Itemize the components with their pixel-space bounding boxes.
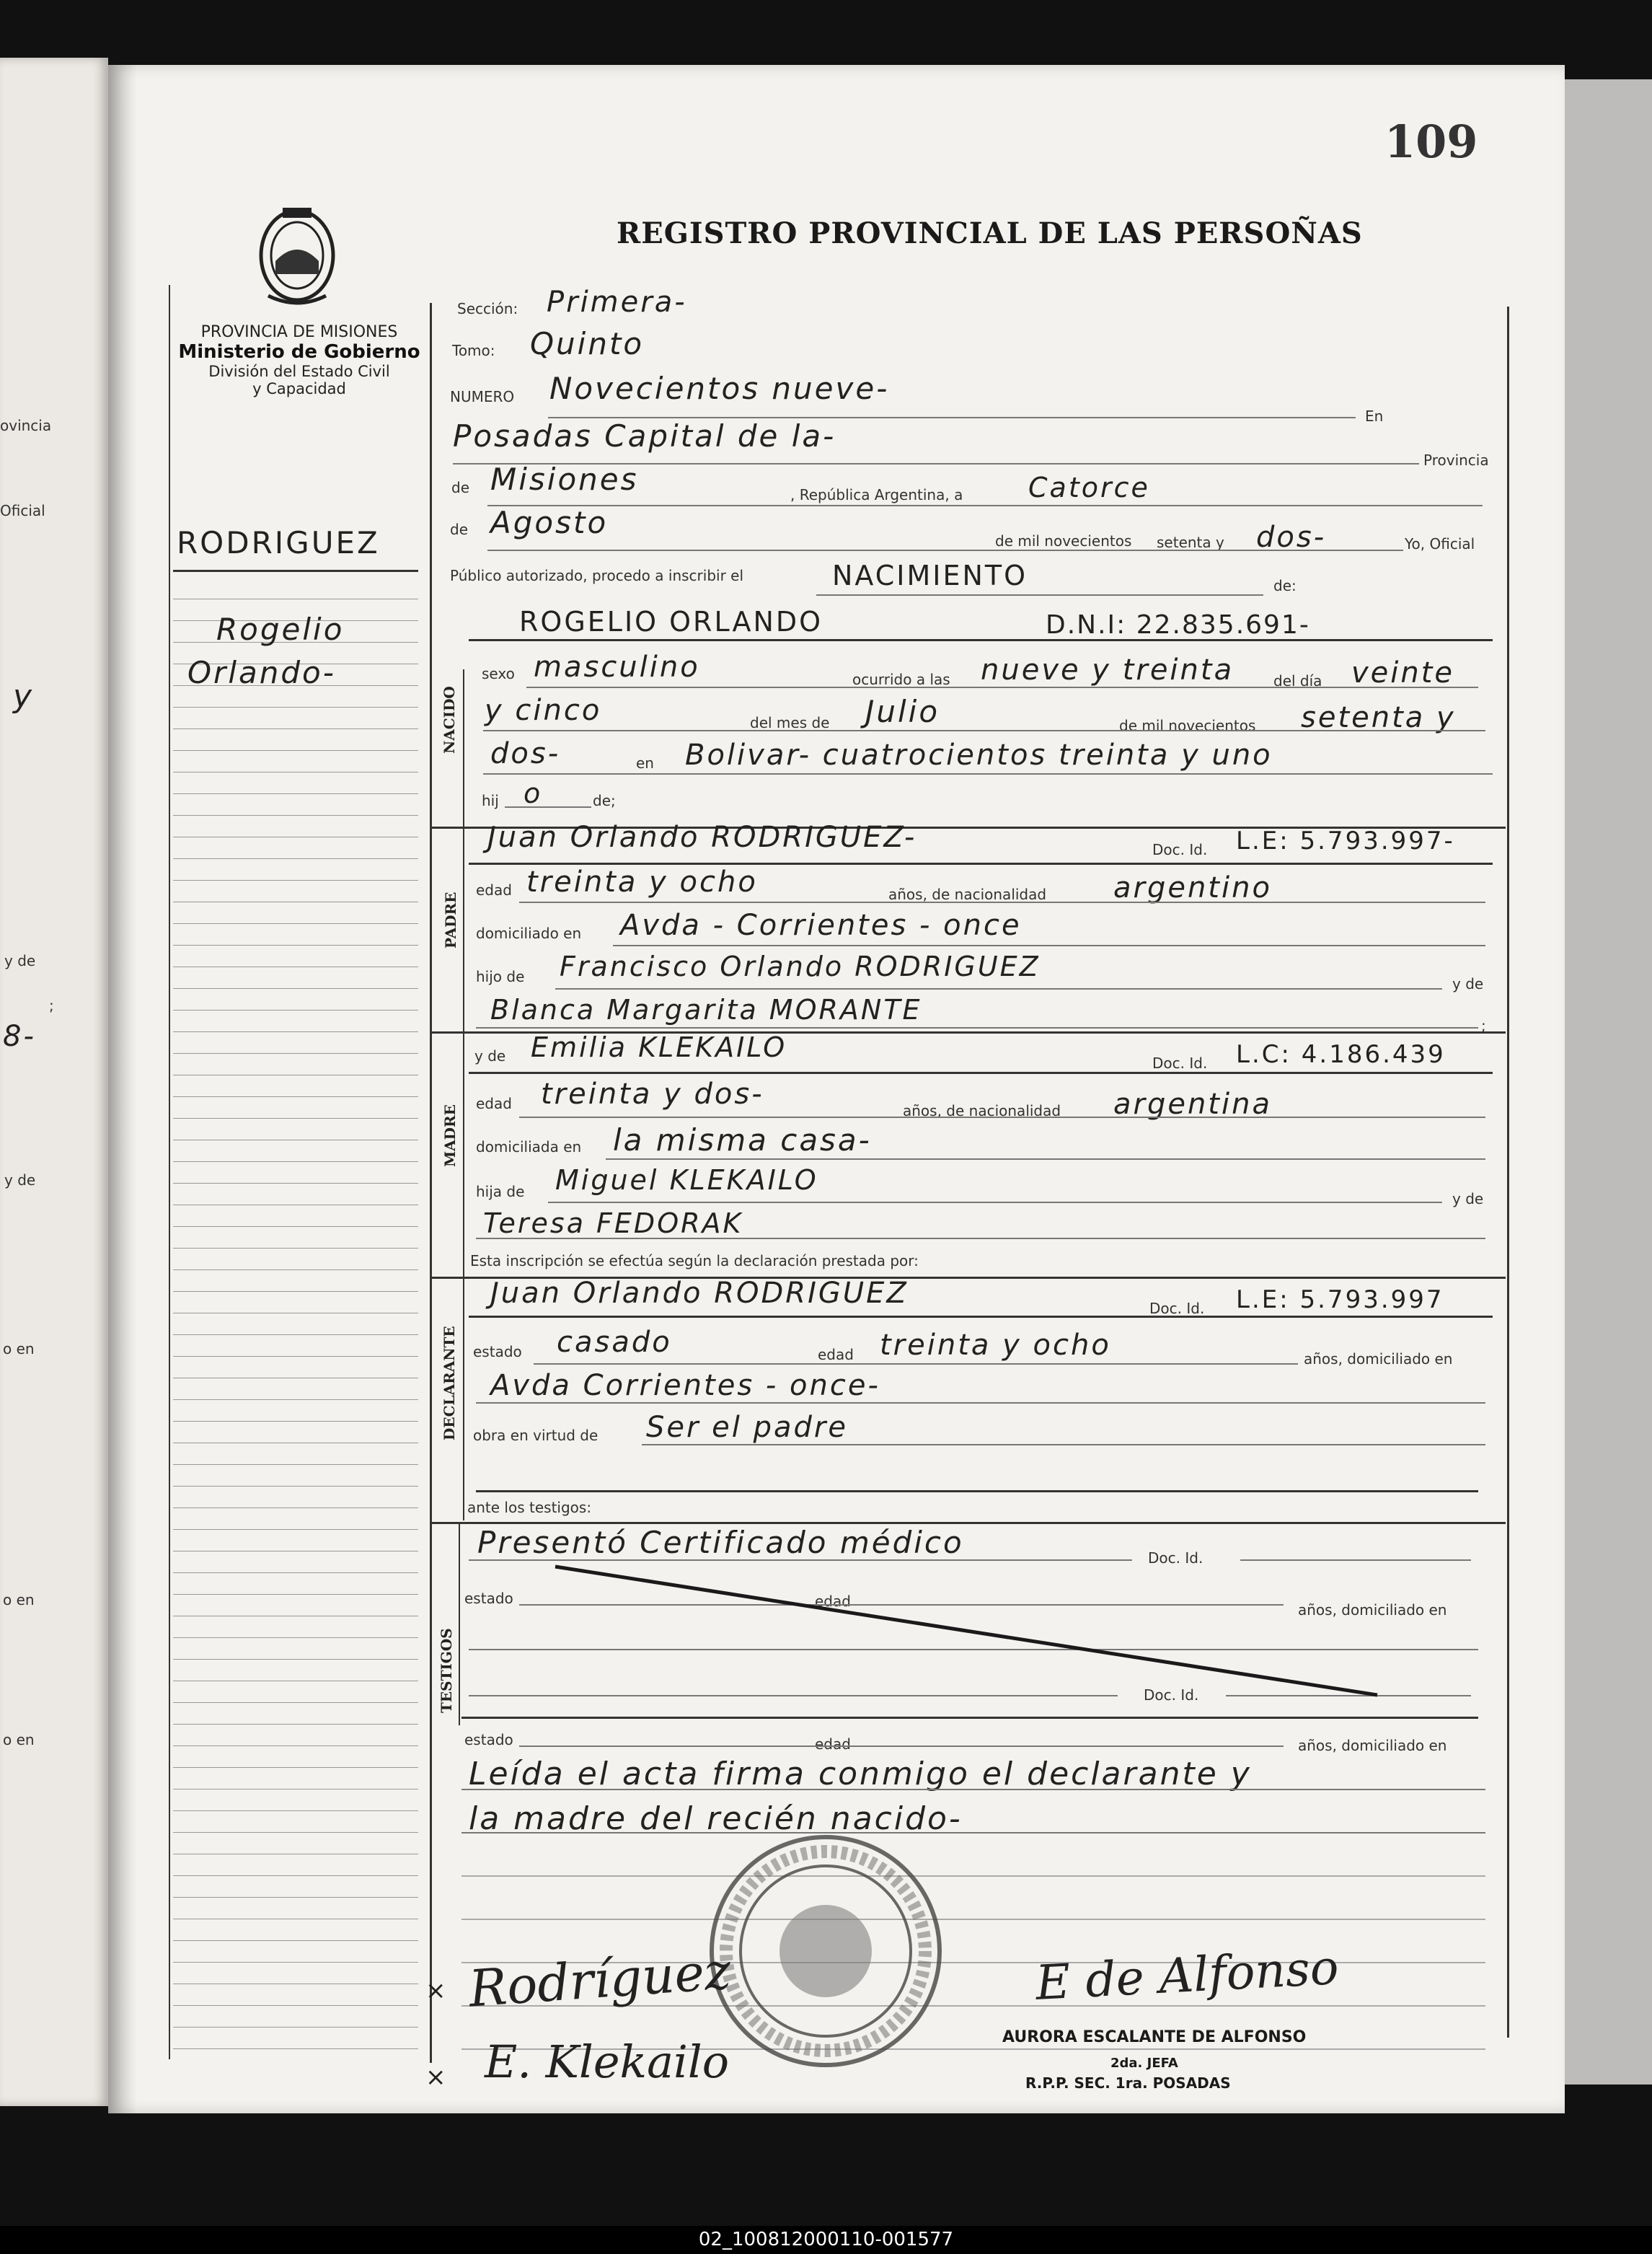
declarante-anos-label: años, domiciliado en xyxy=(1304,1350,1453,1368)
margin-rule xyxy=(173,1832,418,1833)
domicilio-line xyxy=(483,773,1493,775)
domicilio-nac-value: Bolivar- cuatrocientos treinta y uno xyxy=(685,739,1273,772)
spine-shadow xyxy=(108,65,137,2113)
de-mil-label: de mil novecientos xyxy=(995,532,1132,550)
declarante-estado-value: casado xyxy=(557,1326,672,1359)
blank-rule xyxy=(461,1919,1485,1920)
margin-rule xyxy=(173,815,418,816)
declarante-estado-label: estado xyxy=(473,1343,522,1360)
testigo1-edad-label: edad xyxy=(815,1593,851,1610)
madre-anos-label: años, de nacionalidad xyxy=(903,1102,1061,1119)
hora-value: nueve y treinta xyxy=(981,653,1234,687)
tab-nacido: NACIDO xyxy=(441,686,458,754)
left-fragment: y de xyxy=(4,952,36,969)
oficial-nombre: AURORA ESCALANTE DE ALFONSO xyxy=(1002,2028,1307,2046)
testigo2-estado-label: estado xyxy=(464,1731,513,1748)
ministry-name: Ministerio de Gobierno xyxy=(178,341,420,363)
tab-madre: MADRE xyxy=(441,1104,459,1167)
padre-semicolon: ; xyxy=(1481,1017,1486,1034)
mes-value: Agosto xyxy=(490,505,609,540)
acto-line xyxy=(816,594,1263,596)
lugar-value: Posadas Capital de la- xyxy=(453,418,836,454)
margin-rule xyxy=(173,988,418,989)
dia-nac-value-2: y cinco xyxy=(485,694,602,727)
madre-domicilio-value: la misma casa- xyxy=(613,1122,872,1158)
declarante-doc-label: Doc. Id. xyxy=(1149,1300,1205,1317)
en-label: En xyxy=(1365,408,1384,425)
hij-line xyxy=(505,806,591,808)
left-fragment: 8- xyxy=(3,1020,36,1053)
ocurrido-label: ocurrido a las xyxy=(852,671,950,688)
signature-mark-2: × xyxy=(425,2063,446,2092)
margin-rule xyxy=(173,1226,418,1227)
cierre-line-2 xyxy=(461,1832,1485,1833)
de-hij-label: de; xyxy=(593,792,616,809)
margin-rule xyxy=(173,1594,418,1595)
declarante-domicilio-value: Avda Corrientes - once- xyxy=(490,1369,880,1402)
tab-declarante: DECLARANTE xyxy=(441,1326,458,1440)
declarante-end-line xyxy=(476,1490,1478,1492)
numero-label: NUMERO xyxy=(450,388,515,405)
dia-value: Catorce xyxy=(1028,472,1150,503)
testigo2-divider xyxy=(461,1717,1478,1719)
signature-2: E. Klekailo xyxy=(485,2035,730,2088)
signature-mark-1: × xyxy=(425,1976,446,2005)
page-number: 109 xyxy=(1384,115,1478,168)
declarante-nombre: Juan Orlando RODRIGUEZ xyxy=(490,1277,909,1310)
nacido-nombre: ROGELIO ORLANDO xyxy=(519,606,823,638)
testigo1-doc-label: Doc. Id. xyxy=(1148,1549,1203,1567)
yo-oficial-label: Yo, Oficial xyxy=(1405,535,1475,553)
image-id-footer: 02_100812000110-001577 xyxy=(698,2229,954,2250)
de-mes-label: de xyxy=(450,521,468,538)
del-mes-label: del mes de xyxy=(750,714,830,731)
left-fragment: ; xyxy=(49,997,54,1014)
margin-rule xyxy=(173,1529,418,1530)
surname-underline xyxy=(173,570,418,572)
provincia-value: Misiones xyxy=(490,462,639,497)
publico-label: Público autorizado, procedo a inscribir el xyxy=(450,567,744,584)
padre-domicilio-line xyxy=(613,945,1485,946)
margin-rule xyxy=(173,1118,418,1119)
margin-divider xyxy=(430,303,432,2063)
division-name-2: y Capacidad xyxy=(252,380,346,397)
seccion-label: Sección: xyxy=(457,300,518,317)
left-fragment: y de xyxy=(4,1171,36,1189)
dia-nac-value: veinte xyxy=(1351,656,1455,690)
mes-nac-value: Julio xyxy=(865,694,940,729)
declarante-edad-value: treinta y ocho xyxy=(880,1329,1111,1362)
madre-edad-label: edad xyxy=(476,1095,512,1112)
margin-rule xyxy=(173,1183,418,1184)
declarante-doc-value: L.E: 5.793.997 xyxy=(1236,1285,1444,1314)
obra-line xyxy=(642,1444,1485,1445)
padre-nombre: Juan Orlando RODRIGUEZ- xyxy=(487,821,917,854)
margin-rule xyxy=(173,1572,418,1573)
numero-value: Novecientos nueve- xyxy=(549,371,890,406)
padre-yde-label: y de xyxy=(1452,975,1484,992)
margin-rule xyxy=(173,1724,418,1725)
margin-rule xyxy=(173,945,418,946)
de-label: de xyxy=(451,479,469,496)
anio-value: dos- xyxy=(1256,521,1327,554)
inscripcion-label: Esta inscripción se efectúa según la declaración prestada por: xyxy=(470,1252,919,1269)
margin-rule xyxy=(173,1507,418,1508)
right-border xyxy=(1507,307,1509,2038)
mes-line xyxy=(487,550,1403,551)
madre-madre-value: Teresa FEDORAK xyxy=(483,1207,743,1239)
madre-edad-value: treinta y dos- xyxy=(541,1078,764,1111)
margin-given-name-1: Rogelio xyxy=(216,612,345,647)
madre-nac-value: argentina xyxy=(1113,1088,1272,1121)
padre-nac-value: argentino xyxy=(1113,871,1272,904)
margin-rule xyxy=(173,1421,418,1422)
anio-nac-value-2: dos- xyxy=(490,737,561,770)
margin-rule xyxy=(173,1767,418,1768)
margin-rule xyxy=(173,793,418,794)
declarante-edad-label: edad xyxy=(818,1346,854,1363)
margin-rule xyxy=(173,728,418,729)
margin-rule xyxy=(173,1031,418,1032)
left-fragment: ovincia xyxy=(0,417,52,434)
left-fragment: o en xyxy=(3,1731,35,1748)
declarante-domicilio-line xyxy=(476,1402,1485,1404)
anio-nac-value: setenta y xyxy=(1301,701,1456,734)
de-colon-label: de: xyxy=(1273,577,1297,594)
declarante-virtud-value: Ser el padre xyxy=(646,1411,848,1444)
en-domicilio-label: en xyxy=(636,754,654,772)
tomo-value: Quinto xyxy=(530,326,645,361)
padre-nombre-line xyxy=(469,863,1493,865)
cierre-linea-1: Leída el acta firma conmigo el declarante y xyxy=(469,1756,1252,1792)
left-fragment: y xyxy=(13,678,35,715)
margin-rule xyxy=(173,1637,418,1638)
declarante-nombre-line xyxy=(469,1316,1493,1318)
margin-rule xyxy=(173,1334,418,1335)
madre-hija-line xyxy=(548,1202,1442,1203)
oficial-cargo: 2da. JEFA xyxy=(1110,2056,1178,2071)
margin-rule xyxy=(173,1291,418,1292)
setenta-label: setenta y xyxy=(1157,534,1224,551)
padre-domicilio-value: Avda - Corrientes - once xyxy=(620,909,1022,942)
madre-domicilio-line xyxy=(606,1158,1485,1160)
tab-testigos: TESTIGOS xyxy=(438,1628,455,1713)
padre-domicilio-label: domiciliado en xyxy=(476,925,582,942)
margin-rule xyxy=(173,2005,418,2006)
margin-rule xyxy=(173,1399,418,1400)
margin-rule xyxy=(173,1745,418,1746)
signature-1: Rodríguez xyxy=(467,1941,733,2019)
sexo-label: sexo xyxy=(482,665,515,682)
nacido-nombre-line xyxy=(469,639,1493,641)
margin-rule xyxy=(173,1940,418,1941)
page-title: REGISTRO PROVINCIAL DE LAS PERSOÑAS xyxy=(617,216,1363,250)
de-mil-nac-label: de mil novecientos xyxy=(1119,717,1256,734)
padre-doc-label: Doc. Id. xyxy=(1152,841,1208,858)
testigo2-anos-label: años, domiciliado en xyxy=(1298,1737,1447,1754)
declarante-estado-line xyxy=(534,1363,1298,1365)
left-fragment: o en xyxy=(3,1591,35,1608)
left-fragment: o en xyxy=(3,1340,35,1357)
province-name: PROVINCIA DE MISIONES xyxy=(200,323,398,341)
testigos-vline xyxy=(459,1523,460,1725)
testigo2-edad-label: edad xyxy=(815,1735,851,1753)
madre-nombre-line xyxy=(469,1072,1493,1074)
margin-rule xyxy=(173,1161,418,1162)
division-name: División del Estado Civil xyxy=(208,363,390,380)
madre-yde2-label: y de xyxy=(1452,1190,1484,1207)
padre-hijo-line xyxy=(555,988,1442,990)
margin-rule xyxy=(173,1702,418,1703)
madre-doc-label: Doc. Id. xyxy=(1152,1055,1208,1072)
margin-given-name-2: Orlando- xyxy=(187,655,336,690)
republica-label: , República Argentina, a xyxy=(790,486,963,503)
padre-edad-label: edad xyxy=(476,881,512,899)
padre-hijo-value: Francisco Orlando RODRIGUEZ xyxy=(560,951,1041,982)
margin-rule xyxy=(173,2048,418,2049)
testigo2-estado-line xyxy=(519,1745,1284,1747)
book-cover-edge xyxy=(1550,79,1652,2084)
margin-rule xyxy=(173,1269,418,1270)
obra-label: obra en virtud de xyxy=(473,1427,598,1444)
nacido-dni: D.N.I: 22.835.691- xyxy=(1046,610,1310,640)
blank-rule xyxy=(461,1875,1485,1877)
padre-madre-line xyxy=(476,1027,1478,1029)
section-divider xyxy=(463,669,464,1520)
margin-rule xyxy=(173,750,418,751)
margin-rule xyxy=(173,1464,418,1465)
official-seal-icon xyxy=(703,1828,948,2074)
sexo-line xyxy=(526,687,1478,688)
margin-rule xyxy=(173,1810,418,1811)
madre-nombre: Emilia KLEKAILO xyxy=(531,1031,787,1063)
margin-rule xyxy=(173,707,418,708)
oficial-oficina: R.P.P. SEC. 1ra. POSADAS xyxy=(1025,2074,1231,2092)
padre-madre-value: Blanca Margarita MORANTE xyxy=(490,994,922,1026)
acto-value: NACIMIENTO xyxy=(832,560,1028,591)
madre-edad-line xyxy=(519,1117,1485,1118)
cierre-linea-2: la madre del recién nacido- xyxy=(469,1800,963,1837)
testigo2-doc-label: Doc. Id. xyxy=(1144,1686,1199,1704)
margin-rule xyxy=(173,1962,418,1963)
margin-left-border xyxy=(169,285,170,2059)
seccion-value: Primera- xyxy=(547,286,687,319)
signature-oficial: E de Alfonso xyxy=(1034,1940,1340,2011)
margin-rule xyxy=(173,1875,418,1876)
margin-rule xyxy=(173,1010,418,1011)
madre-domicilio-label: domiciliada en xyxy=(476,1138,582,1155)
coat-of-arms-icon xyxy=(254,195,340,310)
testigo-presento: Presentó Certificado médico xyxy=(477,1525,964,1560)
left-page xyxy=(0,58,108,2106)
margin-surname: RODRIGUEZ xyxy=(177,525,380,560)
margin-rule xyxy=(173,880,418,881)
margin-rule xyxy=(173,923,418,924)
tomo-label: Tomo: xyxy=(452,342,495,359)
sexo-value: masculino xyxy=(534,651,700,684)
madre-hija-value: Miguel KLEKAILO xyxy=(555,1164,818,1196)
margin-rule xyxy=(173,1486,418,1487)
testigo1-anos-label: años, domiciliado en xyxy=(1298,1601,1447,1619)
padre-edad-value: treinta y ocho xyxy=(526,866,758,899)
margin-rule xyxy=(173,1096,418,1097)
testigo1-estado-label: estado xyxy=(464,1590,513,1607)
madre-hija-label: hija de xyxy=(476,1183,525,1200)
margin-rule xyxy=(173,1248,418,1249)
left-fragment: Oficial xyxy=(0,502,45,519)
margin-rule xyxy=(173,2027,418,2028)
provincia-line xyxy=(487,505,1483,506)
madre-doc-value: L.C: 4.186.439 xyxy=(1236,1040,1446,1069)
hij-label: hij xyxy=(482,792,499,809)
madre-yde-label: y de xyxy=(474,1047,506,1065)
testigos-cancel-line xyxy=(548,1558,1413,1702)
dia-line xyxy=(483,730,1485,731)
padre-anos-label: años, de nacionalidad xyxy=(888,886,1047,903)
margin-rule xyxy=(173,1356,418,1357)
testigos-divider xyxy=(431,1522,1506,1524)
margin-rule xyxy=(173,858,418,859)
padre-doc-value: L.E: 5.793.997- xyxy=(1236,827,1455,855)
madre-madre-line xyxy=(476,1238,1485,1239)
margin-rule xyxy=(173,1897,418,1898)
provincia-label: Provincia xyxy=(1423,452,1489,469)
margin-rule xyxy=(173,1053,418,1054)
ante-label: ante los testigos: xyxy=(467,1499,592,1516)
cierre-line-1 xyxy=(461,1789,1485,1790)
margin-rule xyxy=(173,1659,418,1660)
del-dia-label: del día xyxy=(1273,672,1322,690)
tab-padre: PADRE xyxy=(442,892,459,948)
padre-edad-line xyxy=(519,902,1485,903)
padre-hijo-label: hijo de xyxy=(476,968,525,985)
hij-value: o xyxy=(524,778,543,809)
ministry-header xyxy=(166,323,433,397)
